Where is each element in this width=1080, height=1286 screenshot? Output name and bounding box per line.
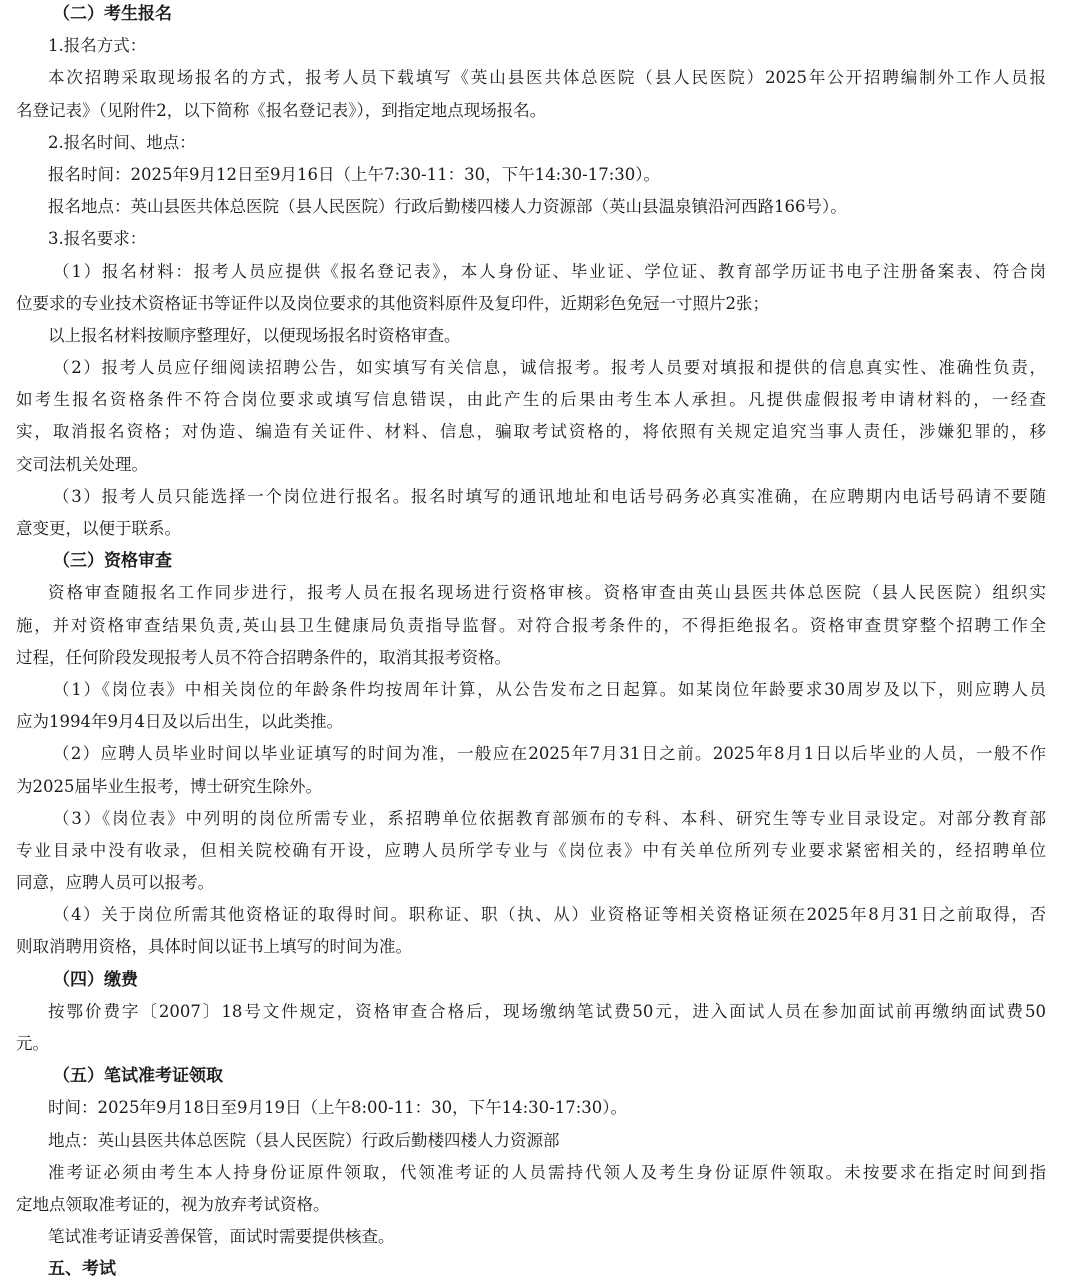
paragraph-line: 2.报名时间、地点：	[48, 132, 196, 152]
paragraph-line: 位要求的专业技术资格证书等证件以及岗位要求的其他资料原件及复印件，近期彩色免冠一寸照片2张；	[16, 293, 769, 313]
paragraph-line: 专业目录中没有收录，但相关院校确有开设，应聘人员所学专业与《岗位表》中有关单位所列专业要求紧密相关的，经招聘单位	[16, 840, 1046, 860]
paragraph-line: 报名时间：2025年9月12日至9月16日（上午7:30-11：30，下午14:30-17:30）。	[48, 164, 661, 184]
paragraph-line: （1）报名材料：报考人员应提供《报名登记表》，本人身份证、毕业证、学位证、教育部学历证书电子注册备案表、符合岗	[53, 261, 1046, 281]
section-heading: 五、考试	[48, 1259, 116, 1280]
paragraph-line: （3）报考人员只能选择一个岗位进行报名。报名时填写的通讯地址和电话号码务必真实准确，在应聘期内电话号码请不要随	[53, 486, 1046, 506]
paragraph-line: （4）关于岗位所需其他资格证的取得时间。职称证、职（执、从）业资格证等相关资格证须在2025年8月31日之前取得，否	[53, 905, 1046, 925]
paragraph-line: 定地点领取准考证的，视为放弃考试资格。	[16, 1194, 330, 1214]
paragraph-line: 施，并对资格审查结果负责,英山县卫生健康局负责指导监督。对符合报考条件的，不得拒绝报名。资格审查贯穿整个招聘工作全	[16, 615, 1046, 635]
paragraph-line: 实，取消报名资格；对伪造、编造有关证件、材料、信息，骗取考试资格的，将依照有关规定追究当事人责任，涉嫌犯罪的，移	[16, 422, 1046, 442]
document-page	[16, 0, 1046, 1286]
paragraph-line: 名登记表》（见附件2，以下简称《报名登记表》），到指定地点现场报名。	[16, 100, 547, 120]
paragraph-line: 3.报名要求：	[48, 229, 147, 249]
paragraph-line: 准考证必须由考生本人持身份证原件领取，代领准考证的人员需持代领人及考生身份证原件领取。未按要求在指定时间到指	[48, 1162, 1046, 1182]
paragraph-line: 过程，任何阶段发现报考人员不符合招聘条件的，取消其报考资格。	[16, 647, 511, 667]
paragraph-line: 为2025届毕业生报考，博士研究生除外。	[16, 776, 322, 796]
paragraph-line: （2）应聘人员毕业时间以毕业证填写的时间为准，一般应在2025年7月31日之前。2025年8月1日以后毕业的人员，一般不作	[53, 744, 1046, 764]
paragraph-line: 报名地点：英山县医共体总医院（县人民医院）行政后勤楼四楼人力资源部（英山县温泉镇沿河西路166号）。	[48, 197, 847, 217]
section-heading: （五）笔试准考证领取	[53, 1066, 223, 1087]
paragraph-line: 1.报名方式：	[48, 36, 147, 56]
paragraph-line: 按鄂价费字〔2007〕18号文件规定，资格审查合格后，现场缴纳笔试费50元，进入面试人员在参加面试前再缴纳面试费50	[48, 1001, 1046, 1021]
paragraph-line: 如考生报名资格条件不符合岗位要求或填写信息错误，由此产生的后果由考生本人承担。凡提供虚假报考申请材料的，一经查	[16, 390, 1046, 410]
paragraph-line: 同意，应聘人员可以报考。	[16, 873, 214, 893]
section-heading: （四）缴费	[53, 969, 138, 990]
paragraph-line: 笔试准考证请妥善保管，面试时需要提供核查。	[48, 1227, 395, 1247]
paragraph-line: 本次招聘采取现场报名的方式，报考人员下载填写《英山县医共体总医院（县人民医院）2025年公开招聘编制外工作人员报	[48, 68, 1046, 88]
paragraph-line: 应为1994年9月4日及以后出生，以此类推。	[16, 712, 343, 732]
paragraph-line: （3）《岗位表》中列明的岗位所需专业，系招聘单位依据教育部颁布的专科、本科、研究生等专业目录设定。对部分教育部	[53, 808, 1046, 828]
paragraph-line: 时间：2025年9月18日至9月19日（上午8:00-11：30，下午14:30-17:30）。	[48, 1098, 628, 1118]
paragraph-line: 则取消聘用资格，具体时间以证书上填写的时间为准。	[16, 937, 412, 957]
paragraph-line: （2）报考人员应仔细阅读招聘公告，如实填写有关信息，诚信报考。报考人员要对填报和提供的信息真实性、准确性负责，	[53, 358, 1046, 378]
paragraph-line: 元。	[16, 1034, 49, 1053]
paragraph-line: 交司法机关处理。	[16, 454, 148, 474]
paragraph-line: 地点：英山县医共体总医院（县人民医院）行政后勤楼四楼人力资源部	[48, 1130, 560, 1150]
paragraph-line: 以上报名材料按顺序整理好，以便现场报名时资格审查。	[48, 325, 461, 345]
paragraph-line: 意变更，以便于联系。	[16, 519, 181, 538]
paragraph-line: 资格审查随报名工作同步进行，报考人员在报名现场进行资格审核。资格审查由英山县医共体总医院（县人民医院）组织实	[48, 583, 1046, 603]
section-heading: （二）考生报名	[53, 4, 172, 24]
paragraph-line: （1）《岗位表》中相关岗位的年龄条件均按周年计算，从公告发布之日起算。如某岗位年龄要求30周岁及以下，则应聘人员	[53, 679, 1046, 699]
section-heading: （三）资格审查	[53, 551, 172, 572]
